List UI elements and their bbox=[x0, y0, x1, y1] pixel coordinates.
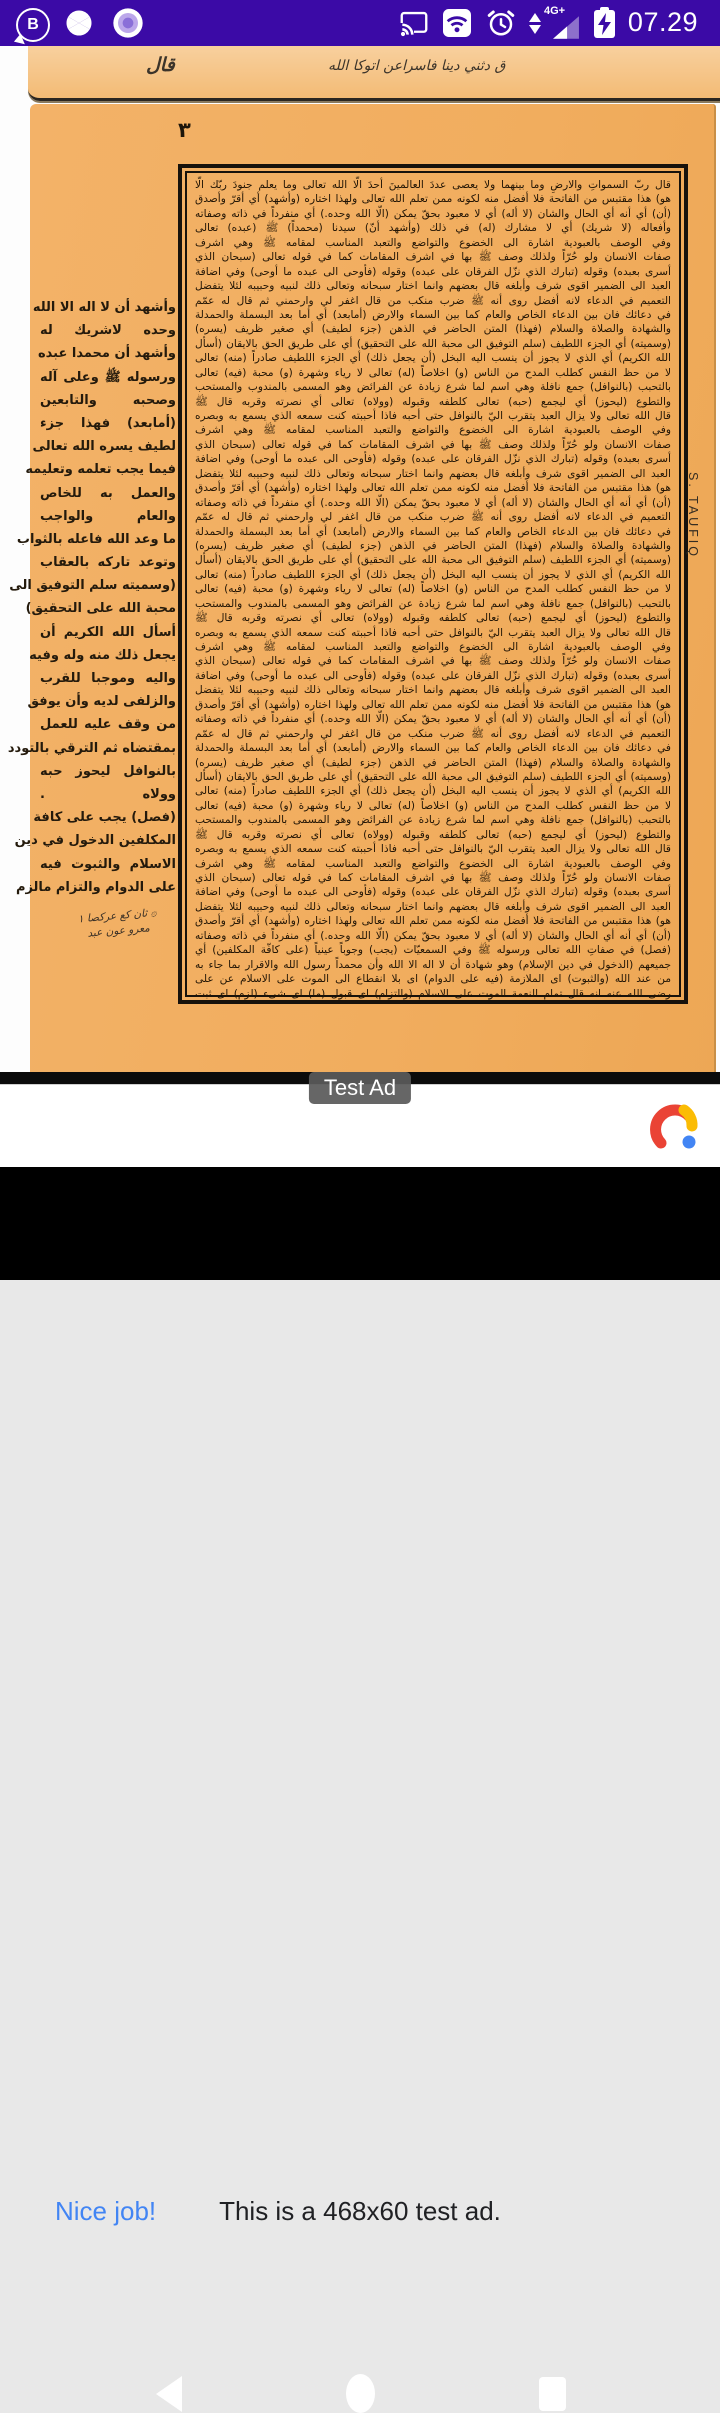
margin-line: وصحبه والتابعين bbox=[40, 392, 176, 408]
margin-line: والزلفى لديه وأن يوفق bbox=[27, 694, 176, 710]
body-line: (وسميته) أي الجزء اللطيف (سلم التوفيق الى محبة الله على التحقيق) أي على طريق الحق بالايقان (أسأل bbox=[195, 337, 671, 350]
body-line: صفات الانسان ولو حُرّاً ولذلك وصف ﷺ بها في اشرف المقامات كما في قوله تعالى (سبحان الذي bbox=[195, 655, 671, 668]
body-line: والشهادة والصلاة والسلام (فهذا) المتن الحاضر في الذهن (جزء لطيف) أي صغير ظريف (يسره) bbox=[195, 539, 671, 552]
body-line: والتطوع (ليحوز) أي ليجمع (حبه) تعالى كلطفه وقبوله (وولاه) تعالى أي نصرته وقربه قال ﷺ bbox=[195, 828, 671, 841]
margin-line: الاسلام والثبوت فيه bbox=[40, 856, 176, 872]
body-line: والتطوع (ليحوز) أي ليجمع (حبه) تعالى كلطفه وقبوله (وولاه) تعالى أي نصرته وقربه قال ﷺ bbox=[195, 395, 671, 408]
body-line: الله الكريم) أي الذي لا يجوز أن ينسب اليه البخل (أن يجعل ذلك) أي الجزء اللطيف صادراً (منه) تعالى bbox=[195, 785, 671, 798]
body-line: التعميم في الدعاء لانه أفضل روى أنه ﷺ ضرب منكب من قال اغفر لي وارحمني ثم قال له عمّم bbox=[195, 294, 671, 307]
header-handwriting-left: قال bbox=[146, 54, 175, 76]
home-button[interactable] bbox=[346, 2374, 375, 2413]
body-line: لا من حظ النفس كطلب المدح من الناس (و) اخلاصاً (له) تعالى لا رياء وشهرة (و) محبة (فيه) تعالى bbox=[195, 583, 671, 596]
body-line: (أن) أي أنه أي الحال والشان (لا أله) أي لا معبود بحقّ يمكن (الّا الله وحده.) أي منفرداً في ذاته وصفاته bbox=[195, 496, 671, 509]
body-line: والشهادة والصلاة والسلام (فهذا) المتن الحاضر في الذهن (جزء لطيف) أي صغير ظريف (يسره) bbox=[195, 756, 671, 769]
body-line: التعميم في الدعاء لانه أفضل روى أنه ﷺ ضرب منكب من قال اغفر لي وارحمني ثم قال له عمّم bbox=[195, 511, 671, 524]
data-up-arrow-icon bbox=[529, 13, 541, 22]
body-line: قال ربّ السمواتِ والارضِ وما بينهما ولا يعصى عددَ العالمينَ أحدَ الّا الله تعالى وما يعلم جنودَ ربّك الّا bbox=[195, 179, 671, 191]
body-line: صفات الانسان ولو حُرّاً ولذلك وصف ﷺ بها في اشرف المقامات كما في قوله تعالى (سبحان الذي bbox=[195, 438, 671, 451]
body-line: أسرى بعبده) وقوله (تبارك الذي نزّل الفرقان على عبده) وقوله (فأوحى الى عبده ما أوحى) وفي اضافة bbox=[195, 886, 671, 899]
body-line: صفات الانسان ولو حُرّاً ولذلك وصف ﷺ بها في اشرف المقامات كما في قوله تعالى (سبحان الذي bbox=[195, 251, 671, 264]
body-line: والشهادة والصلاة والسلام (فهذا) المتن الحاضر في الذهن (جزء لطيف) أي صغير ظريف (يسره) bbox=[195, 323, 671, 336]
body-line: قال الله تعالى ولا يزال العبد يتقرب اليّ بالنوافل حتى أحبه فاذا أحببته كنت سمعه الذي يسمع به وبصره bbox=[195, 410, 671, 422]
body-line: وفي الوصف بالعبودية اشارة الى الخضوع والتواضع والتعبد المناسب لمقامه ﷺ وهي اشرف bbox=[195, 236, 671, 249]
battery-charging-icon bbox=[594, 10, 615, 38]
margin-line: يجعل ذلك منه وله وفيه bbox=[29, 647, 176, 663]
body-line: لا من حظ النفس كطلب المدح من الناس (و) اخلاصاً (له) تعالى لا رياء وشهرة (و) محبة (فيه) تعالى bbox=[195, 799, 671, 812]
screen-record-icon bbox=[112, 7, 144, 44]
body-line: التعميم في الدعاء لانه أفضل روى أنه ﷺ ضرب منكب من قال اغفر لي وارحمني ثم قال له عمّم bbox=[195, 727, 671, 740]
body-line: (وسميته) أي الجزء اللطيف (سلم التوفيق الى محبة الله على التحقيق) أي على طريق الحق بالايقان (أسأل bbox=[195, 554, 671, 567]
body-line: أسرى بعبده) وقوله (تبارك الذي نزّل الفرقان على عبده) وقوله (فأوحى الى عبده ما أوحى) وفي اضافة bbox=[195, 669, 671, 682]
margin-line: وأشهد أن محمدا عبده bbox=[37, 346, 176, 362]
clock-text: 07.29 bbox=[627, 7, 698, 37]
margin-line: وتوعد تاركه بالعقاب bbox=[40, 555, 176, 571]
cast-icon bbox=[400, 9, 428, 42]
margin-line: بمقتضاه ثم الترقي بالتودد bbox=[7, 740, 176, 756]
body-line: الله الكريم) أي الذي لا يجوز أن ينسب اليه البخل (أن يجعل ذلك) أي الجزء اللطيف صادراً (منه) تعالى bbox=[195, 568, 671, 581]
body-line: أسرى بعبده) وقوله (تبارك الذي نزّل الفرقان على عبده) وقوله (فأوحى الى عبده ما أوحى) وفي اضافة bbox=[195, 453, 671, 466]
margin-line: المكلفين الدخول في دين bbox=[14, 833, 176, 849]
body-line: وفي الوصف بالعبودية اشارة الى الخضوع والتواضع والتعبد المناسب لمقامه ﷺ وهي اشرف bbox=[195, 857, 671, 870]
body-line: هو) هذا مقتبس من الفاتحة فلا أفضل منه لكونه ممن تعلم الله تعالى ولهذا اختاره (وأشهد) أي أقرّ وأصدق bbox=[195, 482, 671, 495]
b-messenger-icon bbox=[16, 8, 50, 42]
hand-line: معرو عون عبد bbox=[86, 922, 151, 940]
body-line: (أن) أي أنه أي الحال والشان (لا أله) أي لا معبود بحقّ يمكن (الّا الله وحده.) أي منفرداً في ذاته وصفاته bbox=[195, 713, 671, 726]
margin-line: لطيف يسره الله تعالى bbox=[32, 439, 176, 455]
body-line: رضى الله عنه انه قال تمام النعمة الموت على الاسلام (والتزام) اى قبول (ما) اى شىء (لزم) اى ثبت bbox=[195, 987, 671, 1000]
body-line: العبد الى الضمير اقوى شرف وأبلغه قال بعضهم وانما اختار سبحانه وتعالى ذلك لنبيه وحبيبه لئلا يتفضل bbox=[195, 467, 671, 480]
margin-line: وأشهد أن لا اله الا الله bbox=[32, 300, 176, 315]
b-letter: B bbox=[27, 16, 39, 33]
ad-body-text[interactable]: This is a 468x60 test ad. bbox=[219, 2196, 501, 2226]
margin-line: وحده لاشريك له bbox=[40, 323, 176, 339]
data-down-arrow-icon bbox=[529, 25, 541, 34]
side-stamp: S. TAUFIQ bbox=[686, 472, 700, 559]
margin-line: واليه وموجبا للقرب bbox=[40, 671, 176, 686]
previous-page-edge bbox=[28, 46, 720, 101]
scanned-page[interactable] bbox=[7, 104, 716, 1112]
alarm-icon bbox=[486, 8, 516, 43]
status-bar[interactable] bbox=[0, 0, 720, 46]
body-line: (وسميته) أي الجزء اللطيف (سلم التوفيق الى محبة الله على التحقيق) أي على طريق الحق بالايقان (أسأل bbox=[195, 770, 671, 783]
margin-line: محبة الله على التحقيق) bbox=[25, 601, 176, 617]
margin-line: (وسميته سلم التوفيق الى bbox=[9, 578, 176, 594]
network-type-label: 4G+ bbox=[544, 5, 566, 17]
margin-line: فيما يجب تعلمه وتعليمه bbox=[25, 462, 176, 478]
body-line: بالتحبب (بالنوافل) جمع نافلة وهي اسم لما شرع زيادة عن الفرائض وهو المسمى بالمندوب والمستحب bbox=[195, 597, 671, 610]
ad-test-badge: Test Ad bbox=[309, 1072, 411, 1104]
body-line: هو) هذا مقتبس من الفاتحة فلا أفضل منه لكونه ممن تعلم الله تعالى ولهذا اختاره (وأشهد) أي أقرّ وأصدق bbox=[195, 193, 671, 206]
margin-line: (فصل) يجب على كافة bbox=[33, 810, 176, 826]
margin-line: أسأل الله الكريم أن bbox=[40, 624, 176, 640]
margin-line: على الدوام والتزام مالزم bbox=[15, 879, 176, 895]
margin-notes bbox=[7, 296, 176, 899]
margin-line: والعام والواجب bbox=[40, 508, 176, 524]
body-line: قال الله تعالى ولا يزال العبد يتقرب اليّ بالنوافل حتى أحبه فاذا أحببته كنت سمعه الذي يسمع به وبصره bbox=[195, 843, 671, 856]
body-line: العبد الى الضمير اقوى شرف وأبلغه قال بعضهم وانما اختار سبحانه وتعالى ذلك لنبيه وحبيبه لئلا يتفضل bbox=[195, 900, 671, 913]
body-line: لا من حظ النفس كطلب المدح من الناس (و) اخلاصاً (له) تعالى لا رياء وشهرة (و) محبة (فيه) تعالى bbox=[195, 366, 671, 379]
body-line: بالتحبب (بالنوافل) جمع نافلة وهي اسم لما شرع زيادة عن الفرائض وهو المسمى بالمندوب والمستحب bbox=[195, 814, 671, 827]
header-handwriting-center: ق دثني دينا فاسراعن اتوكا الله bbox=[328, 58, 506, 74]
body-line: العبد الى الضمير اقوى شرف وأبلغه قال بعضهم وانما اختار سبحانه وتعالى ذلك لنبيه وحبيبه لئلا يتفضل bbox=[195, 684, 671, 697]
body-line: هو) هذا مقتبس من الفاتحة فلا أفضل منه لكونه ممن تعلم الله تعالى ولهذا اختاره (وأشهد) أي أقرّ وأصدق bbox=[195, 698, 671, 711]
signal-icon bbox=[552, 15, 580, 45]
hand-line: ۞ ثان كع عركصا ١ bbox=[77, 906, 158, 926]
body-line: هو) هذا مقتبس من الفاتحة فلا أفضل منه لكونه ممن تعلم الله تعالى ولهذا اختاره (وأشهد) أي أقرّ وأصدق bbox=[195, 915, 671, 928]
body-line: في دعائك فان بين الدعاء الخاص والعام كما بين السماء والارض (أمابعد) أي أما بعد البسملة والحمدلة bbox=[195, 308, 671, 321]
body-line: قال الله تعالى ولا يزال العبد يتقرب اليّ بالنوافل حتى أحبه فاذا أحببته كنت سمعه الذي يسمع به وبصره bbox=[195, 626, 671, 639]
back-button[interactable] bbox=[156, 2376, 182, 2412]
body-text bbox=[185, 171, 681, 1000]
margin-handwriting bbox=[57, 904, 179, 944]
wifi-icon bbox=[443, 9, 471, 42]
aperture-icon bbox=[64, 8, 94, 43]
margin-line: ما وعد الله فاعله بالثواب bbox=[16, 531, 176, 547]
margin-line: والعمل به للخاص bbox=[40, 485, 176, 501]
body-line: جميعهم (الدخول في دين الإسلام) وهو شهادة أن لا اله الا الله وأن محمداً رسول الله والاقرار بما جاء به bbox=[195, 958, 671, 971]
body-line: صفات الانسان ولو حُرّاً ولذلك وصف ﷺ بها في اشرف المقامات كما في قوله تعالى (سبحان الذي bbox=[195, 872, 671, 884]
body-line: أسرى بعبده) وقوله (تبارك الذي نزّل الفرقان على عبده) وقوله (فأوحى الى عبده ما أوحى) وفي اضافة bbox=[195, 265, 671, 278]
margin-line: وولاه . bbox=[40, 786, 176, 802]
body-line: وأفعاله (لا شريك) أي لا مشارك (له) في ذلك (وأشهد أنّ) سيدنا (محمداً) ﷺ (عبده) تعالى bbox=[195, 222, 671, 235]
body-line: (فصل) في صفاتِ الله تعالى ورسوله ﷺ وفي السمعيّات (يجب) وجوباً عينياً (على كافّة المكلفين) أي bbox=[195, 944, 671, 957]
margin-line: ورسوله ﷺ وعلى آله bbox=[40, 369, 176, 385]
margin-line: من وقف عليه للعمل bbox=[40, 717, 176, 733]
text-block-border bbox=[178, 164, 688, 1004]
body-line: في دعائك فان بين الدعاء الخاص والعام كما بين السماء والارض (أمابعد) أي أما بعد البسملة والحمدلة bbox=[195, 742, 671, 755]
navigation-bar bbox=[0, 1166, 720, 1280]
body-line: الله الكريم) أي الذي لا يجوز أن ينسب اليه البخل (أن يجعل ذلك) أي الجزء اللطيف صادراً (منه) تعالى bbox=[195, 352, 671, 365]
body-line: وفي الوصف بالعبودية اشارة الى الخضوع والتواضع والتعبد المناسب لمقامه ﷺ وهي اشرف bbox=[195, 424, 671, 437]
admob-logo[interactable] bbox=[648, 1098, 700, 1159]
body-line: (أن) أي أنه أي الحال والشان (لا أله) أي لا معبود بحقّ يمكن (الّا الله وحده.) أي منفرداً في ذاته وصفاته bbox=[195, 207, 671, 220]
body-line: في دعائك فان بين الدعاء الخاص والعام كما بين السماء والارض (أمابعد) أي أما بعد البسملة والحمدلة bbox=[195, 525, 671, 538]
body-line: والتطوع (ليحوز) أي ليجمع (حبه) تعالى كلطفه وقبوله (وولاه) تعالى أي نصرته وقربه قال ﷺ bbox=[195, 612, 671, 625]
margin-line: بالنوافل ليحوز حبه bbox=[40, 763, 176, 779]
body-line: وفي الوصف بالعبودية اشارة الى الخضوع والتواضع والتعبد المناسب لمقامه ﷺ وهي اشرف bbox=[195, 641, 671, 653]
recents-button[interactable] bbox=[539, 2377, 566, 2411]
body-line: بالتحبب (بالنوافل) جمع نافلة وهي اسم لما شرع زيادة عن الفرائض وهو المسمى بالمندوب والمستحب bbox=[195, 381, 671, 394]
page-number: ٣ bbox=[178, 118, 191, 142]
document-viewer[interactable] bbox=[0, 46, 720, 1070]
body-line: العبد الى الضمير اقوى شرف وأبلغه قال بعضهم وانما اختار سبحانه وتعالى ذلك لنبيه وحبيبه لئلا يتفضل bbox=[195, 280, 671, 293]
body-line: (أن) أي أنه أي الحال والشان (لا أله) أي لا معبود بحقّ يمكن (الّا الله وحده.) أي منفرداً في ذاته وصفاته bbox=[195, 929, 671, 942]
body-line: من عند الله (والثبوت) اى الملازمة (فيه على الدوام) اى بلا انقطاع الى الموت على الاسلام عن على bbox=[195, 973, 671, 986]
ad-headline[interactable]: Nice job! bbox=[55, 2196, 157, 2226]
margin-line: (أمابعد) فهذا جزء bbox=[40, 415, 176, 431]
